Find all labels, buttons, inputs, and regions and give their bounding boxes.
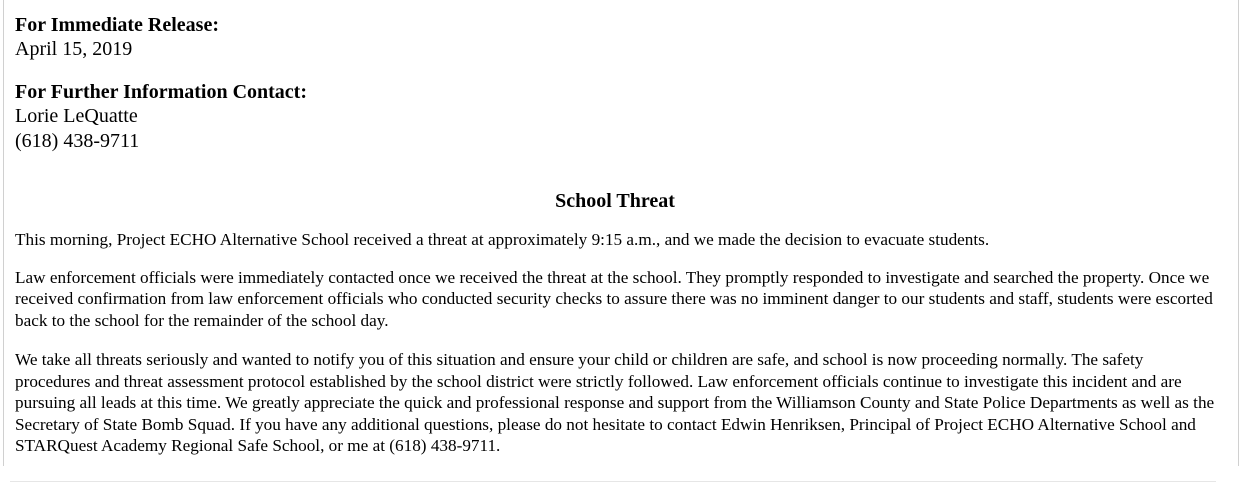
- contact-label: For Further Information Contact:: [15, 81, 307, 103]
- release-label: For Immediate Release:: [15, 14, 220, 36]
- contact-block: [15, 80, 1215, 154]
- contact-phone: (618) 438-9711: [15, 130, 140, 152]
- article-paragraph-3: We take all threats seriously and wanted to notify you of this situation and ensure your child or children are safe, and school is now proceeding normally. The safety procedures and threat assessment protocol established by the school district were strictly followed. Law enforcement officials continue to investigate this incident and are pursuing all leads at this time. We greatly appreciate the quick and professional response and support from the Williamson County and State Police Departments as well as the Secretary of State Bomb Squad. If you have any additional questions, please do not hesitate to contact Edwin Henriksen, Principal of Project ECHO Alternative School and STARQuest Academy Regional Safe School, or me at (618) 438-9711.: [15, 350, 1215, 455]
- release-block: [15, 13, 1215, 62]
- release-date: April 15, 2019: [15, 38, 133, 60]
- article-paragraph-2: Law enforcement officials were immediately contacted once we received the threat at the school. They promptly responded to investigate and searched the property. Once we received confirmation from law enforcement officials who conducted security checks to assure there was no imminent danger to our students and staff, students were escorted back to the school for the remainder of the school day.: [15, 267, 1213, 330]
- contact-name: Lorie LeQuatte: [15, 105, 138, 127]
- article-title: School Threat: [555, 190, 675, 212]
- article-paragraph-1: This morning, Project ECHO Alternative School received a threat at approximately 9:15 a.m., and we made the decision to evacuate students.: [15, 230, 990, 249]
- press-release-content: [15, 13, 1215, 457]
- press-release-page: [3, 0, 1239, 466]
- bottom-divider: [10, 481, 1216, 482]
